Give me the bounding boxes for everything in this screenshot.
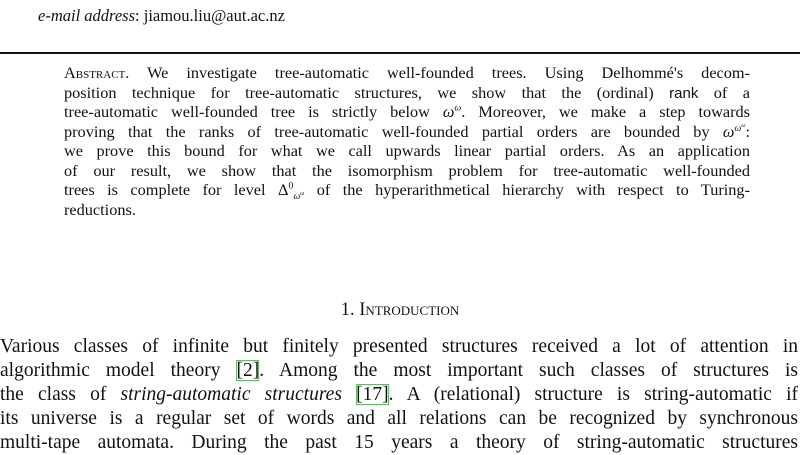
abstract-text: of the hyperarithmetical hierarchy with respect to Turing-	[304, 180, 750, 199]
math-exp: ω	[734, 122, 742, 134]
email-address[interactable]: jiamou.liu@aut.ac.nz	[143, 6, 285, 25]
body-line: Various classes of infinite but finitely presented structures received a lot of attention in	[0, 336, 798, 357]
email-separator: :	[135, 6, 140, 25]
body-text: the class of	[0, 384, 121, 405]
abstract-text: :	[745, 122, 750, 141]
abstract-line	[64, 102, 750, 122]
abstract-line	[64, 122, 750, 142]
abstract-text: tree-automatic well-founded tree is strictly below	[64, 102, 443, 121]
math-sub-exp: ω	[300, 191, 305, 197]
section-number: 1.	[340, 300, 355, 320]
abstract-text: of a	[698, 83, 750, 102]
math-delta	[277, 180, 305, 203]
abstract-text: proving that the ranks of tree-automatic well-founded partial orders are bounded by	[64, 122, 723, 141]
rank-term: rank	[669, 85, 699, 102]
emphasis-term: string-automatic structures	[120, 384, 342, 405]
body-line	[0, 383, 798, 407]
section-heading	[0, 300, 800, 321]
body-line: its universe is a regular set of words and all relations can be recognized by synchronous	[0, 408, 798, 429]
email-line	[38, 6, 285, 26]
math-base: Δ	[277, 180, 289, 199]
abstract-line: we prove this bound for what we call upwards linear partial orders. As an application	[64, 141, 750, 160]
citation-link[interactable]: [17]	[356, 384, 389, 405]
body-text: . Among the most important such classes of structures is	[259, 360, 798, 381]
email-label: e-mail address	[38, 6, 136, 25]
math-omega-tower	[723, 122, 746, 141]
abstract-text: We investigate tree-automatic well-founded trees. Using Delhommé's decom-	[129, 63, 750, 82]
abstract-text: trees is complete for level	[64, 180, 278, 199]
abstract-line	[64, 83, 750, 104]
body-text: algorithmic model theory	[0, 360, 237, 381]
math-sub: ω	[293, 191, 301, 203]
citation-link[interactable]: [2]	[236, 360, 260, 381]
math-base: ω	[442, 102, 455, 121]
abstract-text: . Moreover, we make a step towards	[461, 102, 750, 121]
body-line	[0, 359, 798, 383]
abstract-line: of our result, we show that the isomorphism problem for tree-automatic well-founded	[64, 161, 750, 180]
abstract-label: Abstract.	[64, 63, 130, 82]
abstract-line	[64, 180, 750, 203]
body-line: multi-tape automata. During the past 15 years a theory of string-automatic structures	[0, 432, 798, 453]
math-exp: ω	[454, 102, 462, 114]
body-text: . A (relational) structure is string-automatic if	[388, 384, 798, 405]
math-omega-omega	[443, 102, 461, 121]
abstract-text: position technique for tree-automatic structures, we show that the (ordinal)	[64, 83, 670, 102]
header-rule	[0, 52, 800, 54]
math-exp2: ω	[741, 122, 746, 129]
math-base: ω	[722, 122, 735, 141]
math-sup: 0	[288, 180, 294, 192]
section-title: Introduction	[359, 300, 460, 320]
abstract-line: reductions.	[64, 200, 136, 219]
abstract-line	[64, 63, 750, 83]
